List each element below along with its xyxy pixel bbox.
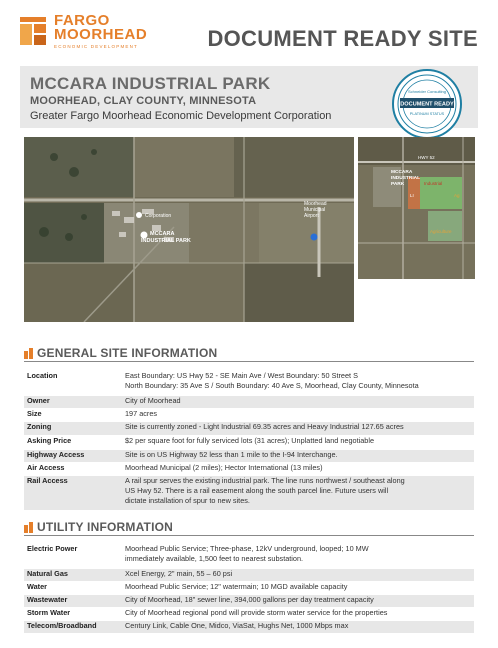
table-row <box>24 396 474 409</box>
row-label: Water <box>24 582 125 595</box>
aerial-photo-zoning <box>358 137 475 279</box>
row-label: Owner <box>24 396 125 409</box>
aerial-photo-main <box>24 137 354 322</box>
table-row <box>24 595 474 608</box>
table-row <box>24 450 474 463</box>
zone-label-agriculture: Agriculture <box>430 229 452 234</box>
row-value-line: $2 per square foot for fully serviced lots (31 acres); Unplatted land negotiable <box>125 436 375 445</box>
site-location: MOORHEAD, CLAY COUNTY, MINNESOTA <box>30 95 257 107</box>
table-row <box>24 569 474 582</box>
row-value-line: East Boundary: US Hwy 52 - SE Main Ave / West Boundary: 50 Street S <box>125 371 358 380</box>
utility-heading-text: UTILITY INFORMATION <box>37 520 174 534</box>
table-row <box>24 476 474 511</box>
row-value <box>125 396 474 409</box>
building-icon <box>24 348 33 359</box>
row-label: Wastewater <box>24 595 125 608</box>
map-label-park-2: INDUSTRIAL PARK <box>141 238 191 244</box>
row-value-line: Moorhead Public Service; 12" watermain; 10 MGD available capacity <box>125 582 348 591</box>
map-label-airport-3: Airport <box>304 213 319 219</box>
general-divider <box>24 361 474 362</box>
row-value <box>125 371 474 396</box>
general-info-table <box>24 371 474 511</box>
row-value <box>125 595 474 608</box>
logo-subtitle: ECONOMIC DEVELOPMENT <box>54 44 139 49</box>
row-label: Electric Power <box>24 544 125 569</box>
row-value-line: North Boundary: 35 Ave S / South Boundary: 40 Ave S, Moorhead, Clay County, Minnesota <box>125 381 419 390</box>
row-value-line: Xcel Energy, 2" main, 55 – 60 psi <box>125 569 233 578</box>
utility-divider <box>24 535 474 536</box>
row-value <box>125 621 474 634</box>
general-heading-text: GENERAL SITE INFORMATION <box>37 346 218 360</box>
document-ready-seal <box>392 69 462 139</box>
map-label-park: MCCARA <box>150 231 175 237</box>
row-value-line: Site is on US Highway 52 less than 1 mile to the I-94 Interchange. <box>125 450 338 459</box>
table-row <box>24 463 474 476</box>
row-value <box>125 436 474 450</box>
organization-name: Greater Fargo Moorhead Economic Development Corporation <box>30 110 332 122</box>
row-value <box>125 608 474 621</box>
map-label-airport-1: Moorhead <box>304 201 327 207</box>
zone-label-park-2: INDUSTRIAL <box>391 176 421 181</box>
utility-section-heading <box>24 520 173 534</box>
row-value-line: 197 acres <box>125 409 158 418</box>
row-value-line: immediately available, 1,500 feet to nearest substation. <box>125 554 304 563</box>
zone-label-industrial: Industrial <box>424 181 443 186</box>
row-value <box>125 476 474 511</box>
row-value-line: Moorhead Municipal (2 miles); Hector International (13 miles) <box>125 463 323 472</box>
logo-line-2: MOORHEAD <box>54 26 148 43</box>
row-value-line: dictate installation of spur to new sites. <box>125 496 250 505</box>
row-label: Size <box>24 409 125 422</box>
table-row <box>24 544 474 569</box>
logo-mark-icon <box>20 17 46 45</box>
zone-road-label: HWY 52 <box>418 155 435 160</box>
zone-label-li: LI <box>410 193 414 198</box>
general-section-heading <box>24 346 217 360</box>
row-label: Highway Access <box>24 450 125 463</box>
utility-info-table <box>24 544 474 634</box>
row-value-line: City of Moorhead, 18" sewer line, 394,000 gallons per day treatment capacity <box>125 595 374 604</box>
table-row <box>24 621 474 634</box>
row-value <box>125 463 474 476</box>
table-row <box>24 371 474 396</box>
building-icon <box>24 522 33 533</box>
zone-label-park-3: PARK <box>391 182 405 187</box>
document-title: DOCUMENT READY SITE <box>207 26 478 51</box>
row-value-line: US Hwy 52. There is a rail easement along the south parcel line. Future users will <box>125 486 389 495</box>
table-row <box>24 409 474 422</box>
row-value-line: City of Moorhead regional pond will provide storm water service for the properties <box>125 608 388 617</box>
table-row <box>24 422 474 436</box>
row-label: Zoning <box>24 422 125 436</box>
table-row <box>24 436 474 450</box>
table-row <box>24 582 474 595</box>
row-value-line: Century Link, Cable One, Midco, ViaSat, Hughs Net, 1000 Mbps max <box>125 621 349 630</box>
row-label: Location <box>24 371 125 396</box>
map-label-corporation: Corporation <box>145 213 172 219</box>
row-value <box>125 569 474 582</box>
row-label: Natural Gas <box>24 569 125 582</box>
row-value-line: A rail spur serves the existing industrial park. The line runs northwest / southeast along <box>125 476 405 485</box>
row-label: Asking Price <box>24 436 125 450</box>
seal-bottom-text: PLATINUM STATUS <box>409 112 445 116</box>
fargo-moorhead-logo <box>20 14 170 54</box>
row-value <box>125 422 474 436</box>
row-value <box>125 409 474 422</box>
zone-label-ag: Ag <box>454 193 460 198</box>
row-value-line: Moorhead Public Service; Three-phase, 12kV underground, looped; 10 MW <box>125 544 369 553</box>
row-value <box>125 544 474 569</box>
map-label-airport-2: Municipal <box>304 207 326 213</box>
logo-line-1: FARGO <box>54 12 110 29</box>
row-label: Rail Access <box>24 476 125 511</box>
seal-banner-text: DOCUMENT READY <box>400 101 454 108</box>
seal-top-text: Schneider Consulting <box>407 89 447 94</box>
row-value-line: Site is currently zoned - Light Industrial 69.35 acres and Heavy Industrial 127.65 acres <box>125 422 404 431</box>
park-name: MCCARA INDUSTRIAL PARK <box>30 74 271 93</box>
logo-text <box>54 14 147 49</box>
table-row <box>24 608 474 621</box>
row-label: Storm Water <box>24 608 125 621</box>
airport-marker-icon <box>311 234 318 241</box>
row-label: Telecom/Broadband <box>24 621 125 634</box>
zone-label-park-1: MCCARA <box>391 170 413 175</box>
row-value <box>125 450 474 463</box>
row-value-line: City of Moorhead <box>125 396 181 405</box>
page-header <box>0 0 498 64</box>
row-value <box>125 582 474 595</box>
row-label: Air Access <box>24 463 125 476</box>
